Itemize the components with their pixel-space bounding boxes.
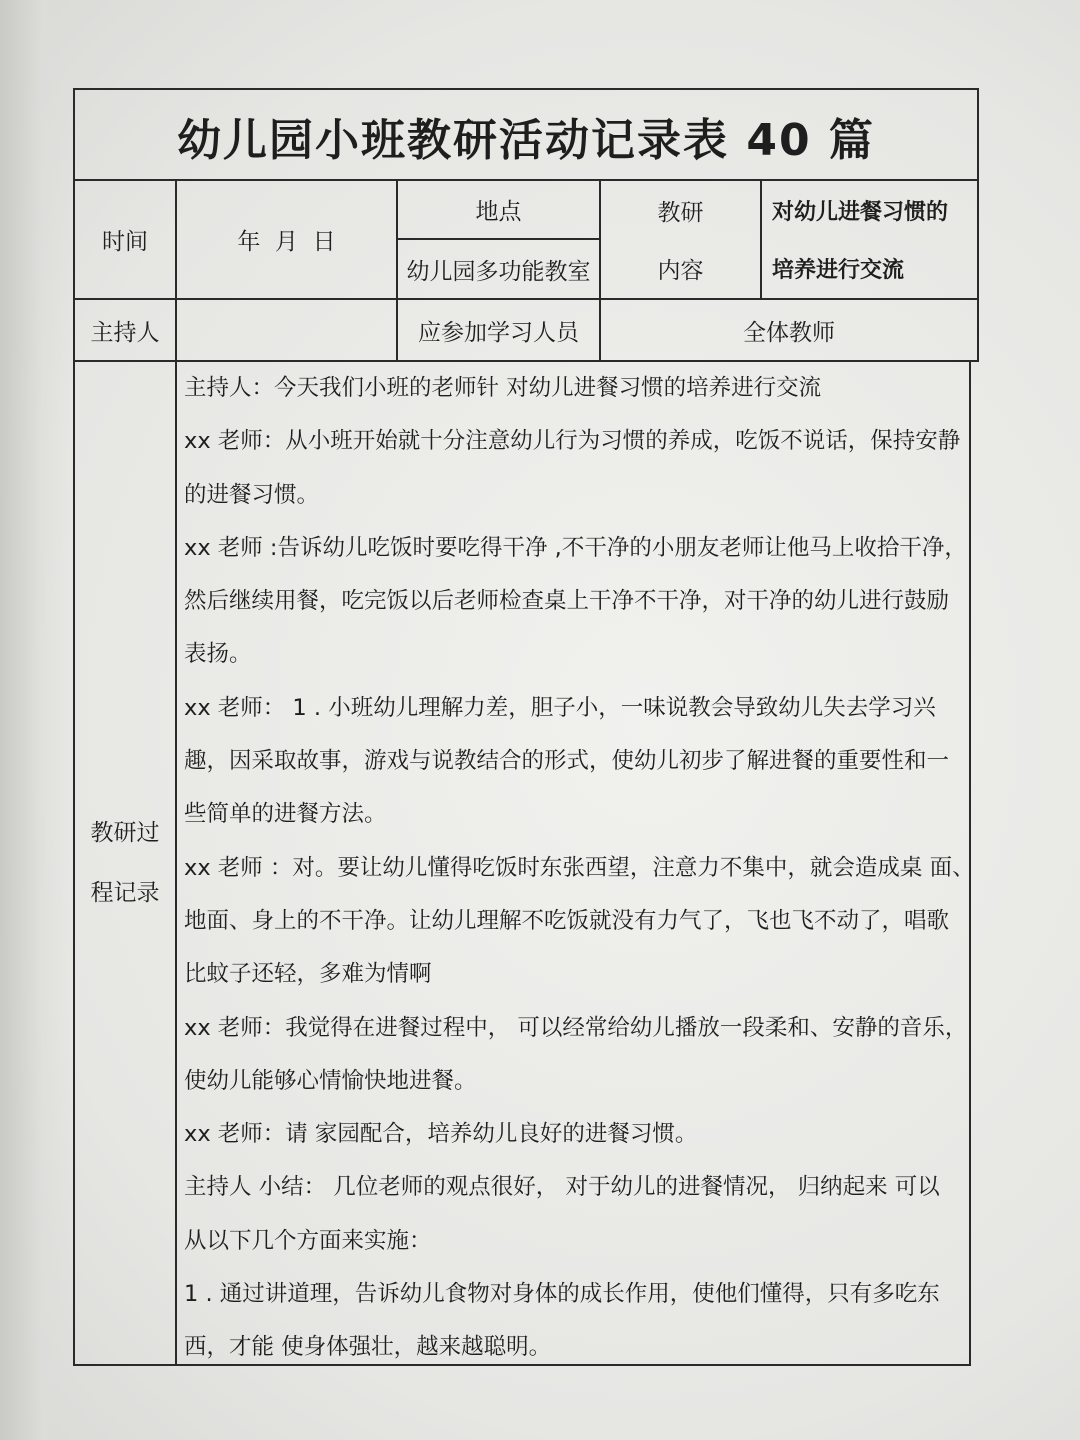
attendees-label: 应参加学习人员 <box>418 319 579 346</box>
record-line: 西，才能 使身体强壮，越来越聪明。 <box>184 1334 552 1361</box>
research-label-1: 教研 <box>657 199 704 226</box>
date-cell <box>175 179 398 300</box>
record-line: 从以下几个方面来实施： <box>184 1227 432 1254</box>
time-label-cell <box>73 179 177 300</box>
host-label: 主持人 <box>90 319 160 346</box>
research-content-2: 培养进行交流 <box>772 258 905 284</box>
place-label-cell <box>396 179 601 240</box>
attendees-value: 全体教师 <box>743 319 835 346</box>
record-line: xx 老师：我觉得在进餐过程中， 可以经常给幼儿播放一段柔和、安静的音乐， <box>184 1014 968 1041</box>
record-line: 表扬。 <box>184 641 252 668</box>
place-value-cell <box>396 238 601 300</box>
record-line: 地面、身上的不干净。让幼儿理解不吃饭就没有力气了，飞也飞不动了，唱歌 <box>184 907 950 934</box>
record-line: 1 . 通过讲道理，告诉幼儿食物对身体的成长作用，使他们懂得，只有多吃东 <box>184 1281 940 1308</box>
record-line: xx 老师： 1 . 小班幼儿理解力差，胆子小，一味说教会导致幼儿失去学习兴 <box>184 694 936 721</box>
record-content <box>175 360 975 1366</box>
page-title: 幼儿园小班教研活动记录表 40 篇 <box>177 114 875 166</box>
record-label-1: 教研过 <box>90 820 160 846</box>
record-label-cell <box>73 360 177 1366</box>
page-shadow <box>0 0 70 1440</box>
host-label-cell <box>73 298 177 362</box>
record-line: 些简单的进餐方法。 <box>184 801 387 828</box>
time-label: 时间 <box>102 229 148 255</box>
research-content-1: 对幼儿进餐习惯的 <box>772 199 949 225</box>
research-content-cell <box>760 179 979 300</box>
record-label-2: 程记录 <box>90 880 160 906</box>
research-label-cell <box>599 179 762 300</box>
record-line: 主持人 小结： 几位老师的观点很好， 对于幼儿的进餐情况， 归纳起来 可以 <box>184 1174 940 1201</box>
record-line: 趣，因采取故事，游戏与说教结合的形式，使幼儿初步了解进餐的重要性和一 <box>184 748 950 775</box>
attendees-value-cell <box>599 298 979 362</box>
record-line: 主持人：今天我们小班的老师针 对幼儿进餐习惯的培养进行交流 <box>184 375 822 401</box>
place-label: 地点 <box>475 199 522 225</box>
record-line: xx 老师：从小班开始就十分注意幼儿行为习惯的养成，吃饭不说话，保持安静 <box>184 428 961 455</box>
title-cell <box>73 88 979 181</box>
record-line: 比蚊子还轻，多难为情啊 <box>184 961 432 988</box>
record-line: 使幼儿能够心情愉快地进餐。 <box>184 1067 477 1094</box>
record-line: xx 老师 ：对。要让幼儿懂得吃饭时东张西望，注意力不集中，就会造成桌 面、 <box>184 854 975 881</box>
record-line: xx 老师 :告诉幼儿吃饭时要吃得干净 ,不干净的小朋友老师让他马上收拾干净， <box>184 534 967 561</box>
place-value: 幼儿园多功能教室 <box>406 258 591 285</box>
attendees-label-cell <box>396 298 601 362</box>
research-label-2: 内容 <box>657 258 704 285</box>
record-table <box>73 88 979 1370</box>
record-line: 的进餐习惯。 <box>184 481 320 508</box>
record-line: xx 老师：请 家园配合，培养幼儿良好的进餐习惯。 <box>184 1121 698 1148</box>
host-value-cell <box>175 298 398 362</box>
date-value: 年 月 日 <box>237 229 336 255</box>
record-line: 然后继续用餐，吃完饭以后老师检查桌上干净不干净，对干净的幼儿进行鼓励 <box>184 588 950 615</box>
